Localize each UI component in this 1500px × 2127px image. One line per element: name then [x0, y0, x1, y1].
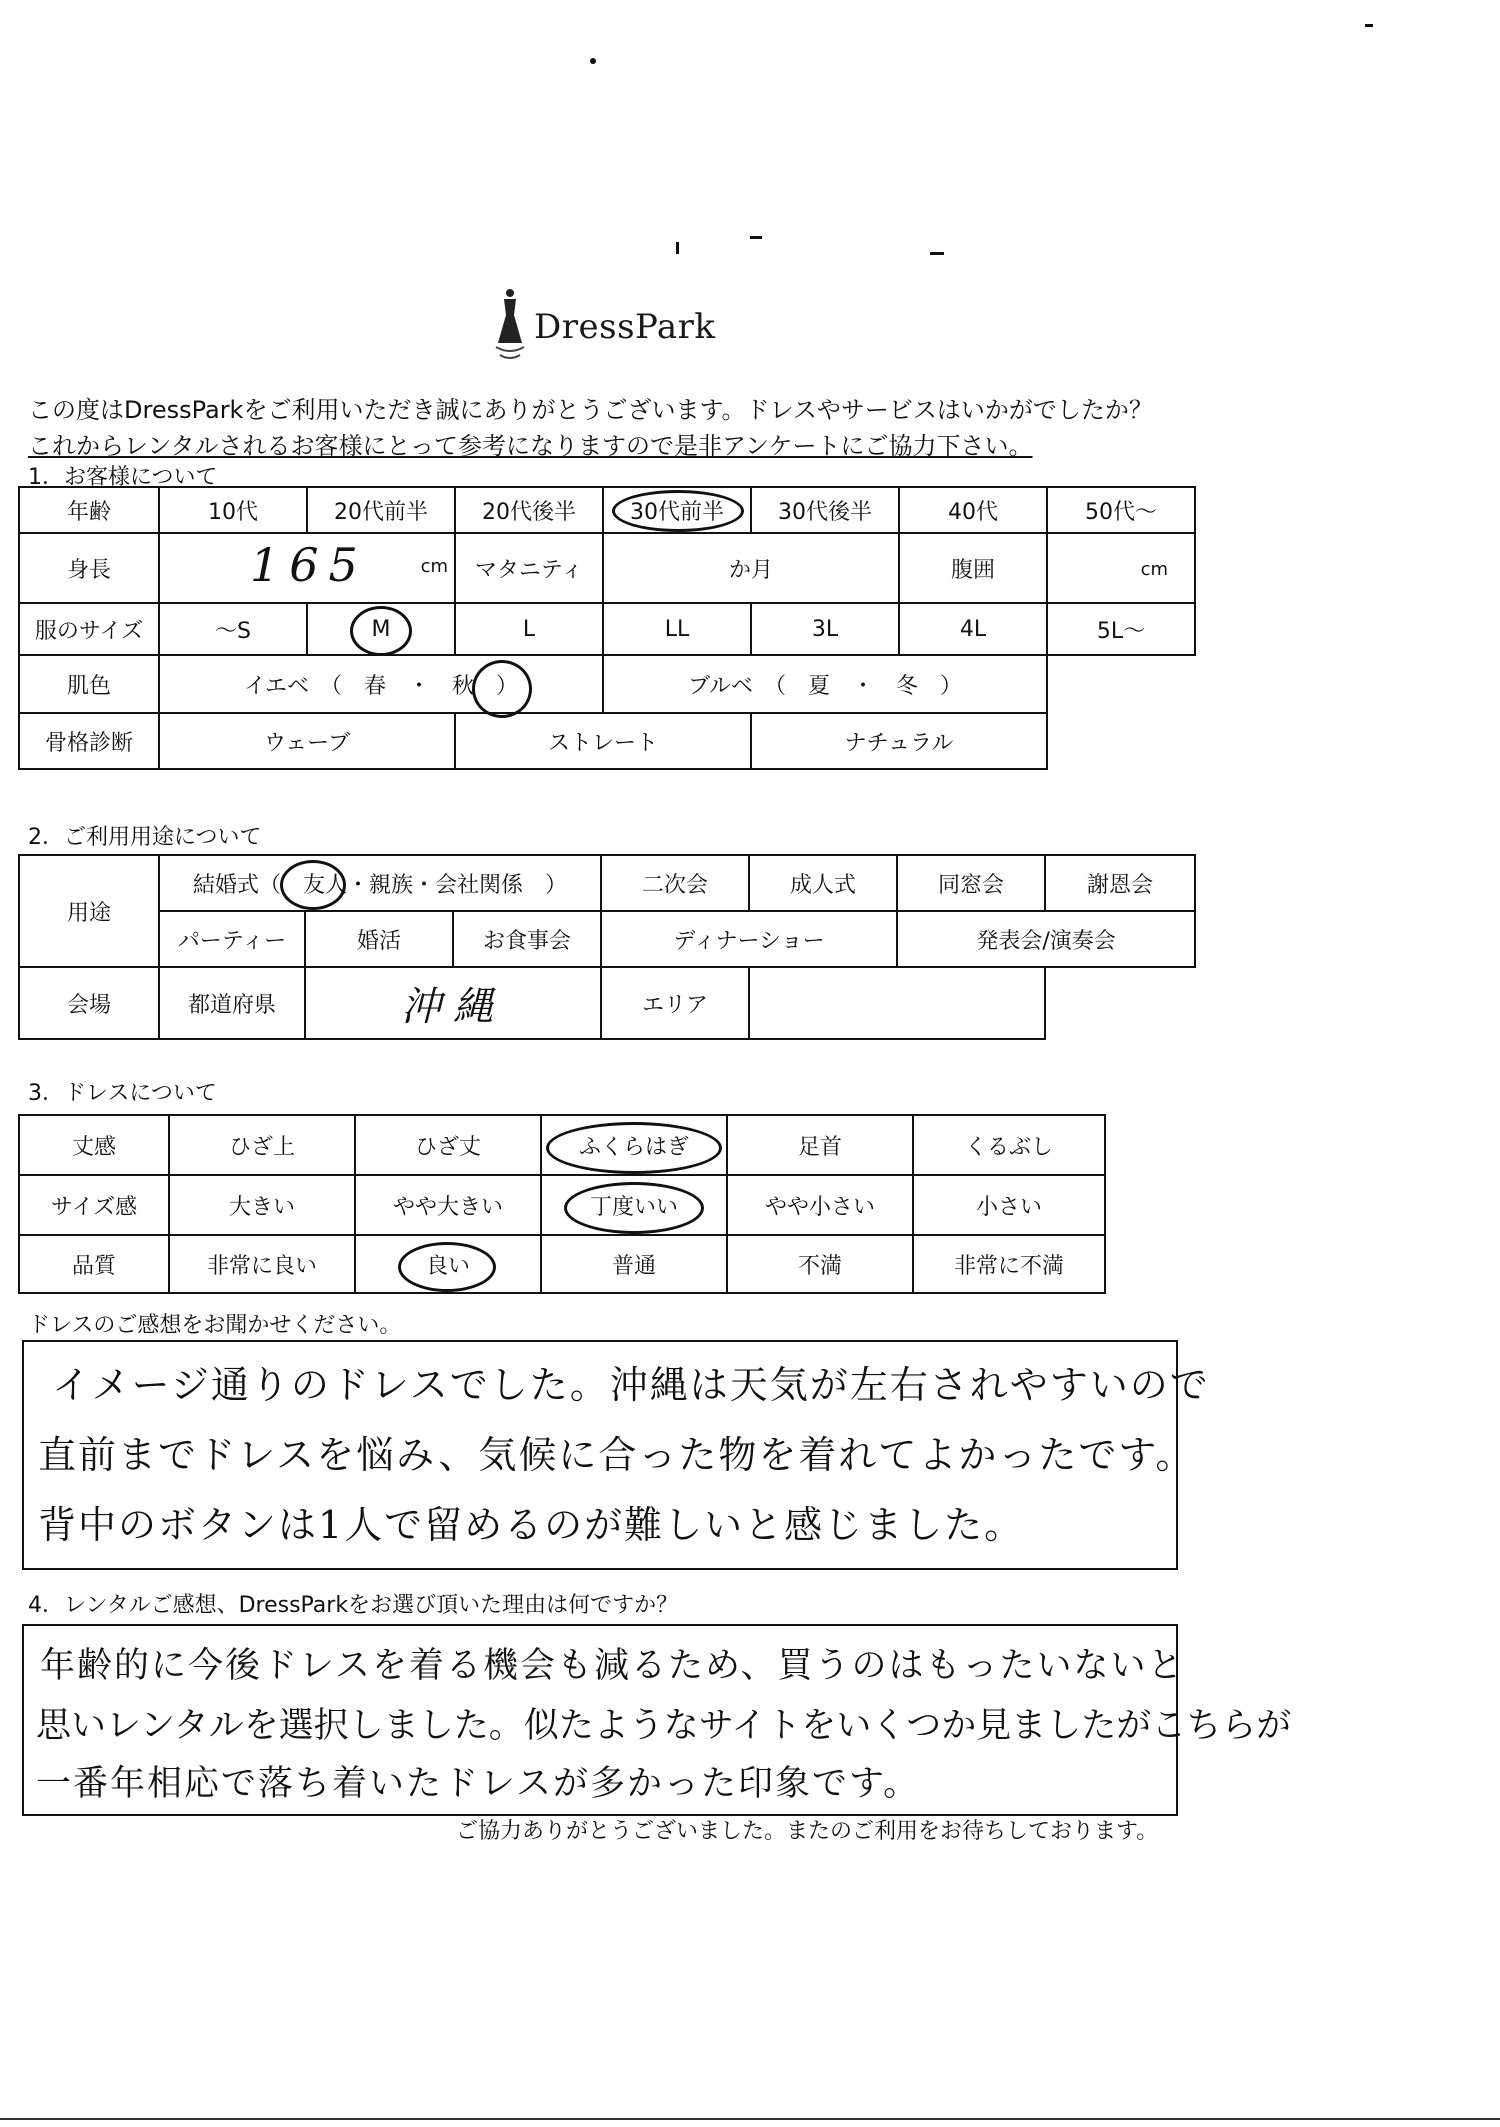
skin-blue-option[interactable]: ブルベ （ 夏 ・ 冬 ） — [603, 655, 1047, 713]
prefecture-field[interactable] — [305, 967, 601, 1039]
fit-option[interactable]: やや小さい — [727, 1175, 913, 1235]
impression-line: イメージ通りのドレスでした。沖縄は天気が左右されやすいので — [52, 1363, 1210, 1407]
length-option[interactable]: 足首 — [727, 1115, 913, 1175]
age-option[interactable]: 30代後半 — [751, 487, 899, 533]
maternity-field[interactable] — [603, 533, 899, 603]
fit-option-selected-text: 丁度いい — [589, 1194, 678, 1220]
brand-name: DressPark — [534, 307, 716, 347]
use-option[interactable]: 謝恩会 — [1045, 855, 1195, 911]
section-3-title: 3．ドレスについて — [28, 1081, 217, 1106]
skin-yellow-text: イエベ （ 春 ・ 秋 ） — [243, 673, 519, 699]
frame-label: 骨格診断 — [19, 713, 159, 769]
size-option[interactable]: L — [455, 603, 603, 655]
scan-speck — [930, 252, 944, 255]
area-field[interactable] — [749, 967, 1045, 1039]
age-option[interactable]: 10代 — [159, 487, 307, 533]
impression-prompt: ドレスのご感想をお聞かせください。 — [28, 1313, 402, 1338]
quality-option[interactable]: 不満 — [727, 1235, 913, 1293]
wedding-option[interactable] — [159, 855, 601, 911]
area-label: エリア — [601, 967, 749, 1039]
length-option[interactable]: くるぶし — [913, 1115, 1105, 1175]
use-option[interactable]: 成人式 — [749, 855, 897, 911]
waist-label: 腹囲 — [899, 533, 1047, 603]
fit-label: サイズ感 — [19, 1175, 169, 1235]
quality-option[interactable]: 非常に良い — [169, 1235, 355, 1293]
age-option[interactable]: 50代～ — [1047, 487, 1195, 533]
brand-logo — [490, 285, 750, 365]
height-value: 165 — [250, 538, 368, 592]
dress-icon — [490, 285, 530, 365]
reason-box[interactable] — [22, 1624, 1292, 1816]
use-option[interactable]: 同窓会 — [897, 855, 1045, 911]
size-option[interactable]: ～S — [159, 603, 307, 655]
size-option-selected-text: M — [371, 616, 391, 642]
use-option[interactable]: パーティー — [159, 911, 305, 967]
fit-option-selected[interactable] — [541, 1175, 727, 1235]
empty-cell — [1045, 967, 1195, 1039]
prefecture-label: 都道府県 — [159, 967, 305, 1039]
fit-option[interactable]: 小さい — [913, 1175, 1105, 1235]
scan-speck — [1365, 24, 1373, 27]
length-option-selected-text: ふくらはぎ — [578, 1134, 689, 1160]
frame-option[interactable]: ウェーブ — [159, 713, 455, 769]
frame-option[interactable]: ストレート — [455, 713, 751, 769]
wedding-text: 結婚式（ 友人・親族・会社関係 ） — [193, 872, 568, 898]
use-option[interactable]: 婚活 — [305, 911, 453, 967]
age-label: 年齢 — [19, 487, 159, 533]
reason-line: 年齢的に今後ドレスを着る機会も減るため、買うのはもったいないと — [40, 1646, 1185, 1686]
use-option[interactable]: 二次会 — [601, 855, 749, 911]
length-option-selected[interactable] — [541, 1115, 727, 1175]
scan-speck — [750, 236, 762, 239]
reason-line: 思いレンタルを選択しました。似たようなサイトをいくつか見ましたがこちらが — [36, 1706, 1292, 1746]
intro-line-1: この度はDressParkをご利用いただき誠にありがとうございます。ドレスやサービスはいかがでしたか？ — [28, 396, 1153, 424]
waist-unit: cm — [1140, 558, 1168, 580]
empty-cell — [1047, 655, 1195, 713]
waist-field[interactable] — [1047, 533, 1195, 603]
quality-option[interactable]: 非常に不満 — [913, 1235, 1105, 1293]
use-option[interactable]: 発表会/演奏会 — [897, 911, 1195, 967]
height-unit: cm — [420, 556, 448, 577]
length-label: 丈感 — [19, 1115, 169, 1175]
age-option-selected-text: 30代前半 — [630, 499, 724, 525]
quality-option-selected[interactable] — [355, 1235, 541, 1293]
fit-option[interactable]: 大きい — [169, 1175, 355, 1235]
skin-label: 肌色 — [19, 655, 159, 713]
size-option[interactable]: 3L — [751, 603, 899, 655]
age-option[interactable]: 40代 — [899, 487, 1047, 533]
venue-label: 会場 — [19, 967, 159, 1039]
length-option[interactable]: ひざ上 — [169, 1115, 355, 1175]
use-label: 用途 — [19, 855, 159, 967]
impression-line: 背中のボタンは1人で留めるのが難しいと感じました。 — [38, 1503, 1025, 1547]
maternity-unit: か月 — [728, 557, 773, 583]
scan-speck — [676, 242, 679, 254]
fit-option[interactable]: やや大きい — [355, 1175, 541, 1235]
age-option[interactable]: 20代前半 — [307, 487, 455, 533]
reason-line: 一番年相応で落ち着いたドレスが多かった印象です。 — [36, 1764, 921, 1804]
section-2-title: 2．ご利用用途について — [28, 825, 262, 850]
size-label: 服のサイズ — [19, 603, 159, 655]
size-option[interactable]: 4L — [899, 603, 1047, 655]
frame-option[interactable]: ナチュラル — [751, 713, 1047, 769]
size-option[interactable]: 5L～ — [1047, 603, 1195, 655]
impression-box[interactable] — [22, 1340, 1210, 1570]
length-option[interactable]: ひざ丈 — [355, 1115, 541, 1175]
scan-speck — [590, 58, 596, 64]
empty-cell — [1047, 713, 1195, 769]
skin-yellow-option[interactable] — [159, 655, 603, 713]
quality-option-selected-text: 良い — [425, 1253, 470, 1279]
usage-table — [18, 854, 1196, 1040]
maternity-label: マタニティ — [455, 533, 603, 603]
dress-table — [18, 1114, 1106, 1294]
prefecture-value: 沖縄 — [401, 983, 506, 1030]
use-option[interactable]: お食事会 — [453, 911, 601, 967]
customer-table — [18, 486, 1196, 770]
closing-message: ご協力ありがとうございました。またのご利用をお待ちしております。 — [456, 1819, 1159, 1844]
impression-line: 直前までドレスを悩み、気候に合った物を着れてよかったです。 — [38, 1433, 1196, 1477]
age-option[interactable]: 20代後半 — [455, 487, 603, 533]
section-1-title: 1．お客様について — [28, 465, 218, 490]
quality-option[interactable]: 普通 — [541, 1235, 727, 1293]
height-label: 身長 — [19, 533, 159, 603]
page-bottom-edge — [0, 2118, 1500, 2120]
section-4-title: 4．レンタルご感想、DressParkをお選び頂いた理由は何ですか？ — [28, 1593, 679, 1618]
quality-label: 品質 — [19, 1235, 169, 1293]
intro-line-2: これからレンタルされるお客様にとって参考になりますので是非アンケートにご協力下さい。 — [28, 432, 1033, 460]
use-option[interactable]: ディナーショー — [601, 911, 897, 967]
size-option[interactable]: LL — [603, 603, 751, 655]
height-field[interactable] — [159, 533, 455, 603]
age-option-selected[interactable] — [603, 487, 751, 533]
size-option-selected[interactable] — [307, 603, 455, 655]
